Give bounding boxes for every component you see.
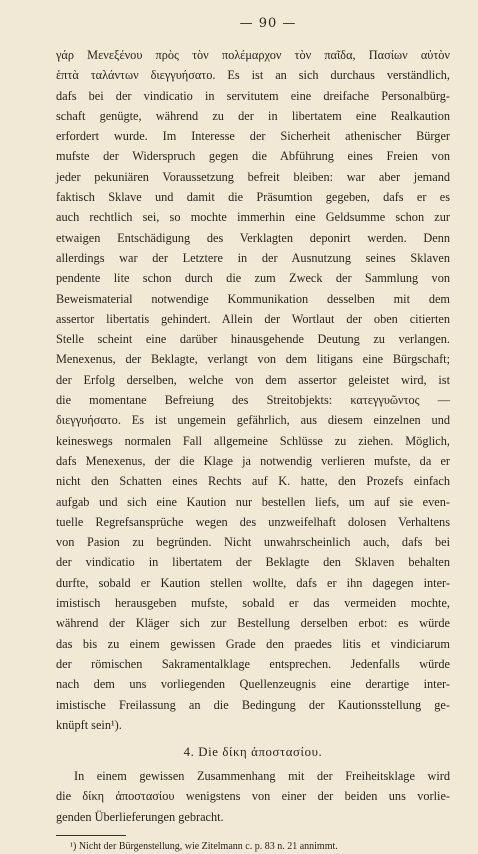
text-line: assertor libertatis gehindert. Allein der Wortlaut der oben citierten <box>56 311 450 326</box>
main-paragraph <box>56 45 450 735</box>
text-line: nach dem uns vorliegenden Quellenzeugnis eine derartige inter- <box>56 677 450 692</box>
text-line: pendente lite schon durch die zum Zweck der Sammlung von <box>56 271 450 286</box>
footnote: ¹) Nicht der Bürgenstellung, wie Zitelmann c. p. 83 n. 21 annimmt. <box>70 840 338 852</box>
text-line: allerdings war der Letztere in der Ausnutzung seines Sklaven <box>56 250 450 265</box>
text-line: nicht den Schatten eines Rechts auf K. hatte, den Prozefs einfach <box>56 474 450 489</box>
text-line: der römischen Sakramentalklage entsprechen. Jedenfalls würde <box>56 656 450 671</box>
text-line: διεγγυήσατο. Es ist ungemein gefährlich, aus diesem einzelnen und <box>56 413 450 428</box>
text-line: imistisch herausgeben mufste, sobald er das vermeiden mochte, <box>56 596 450 611</box>
second-paragraph <box>56 766 450 827</box>
text-line: Menexenus, der Beklagte, verlangt von dem litigans eine Bürgschaft; <box>56 352 450 367</box>
text-line: der Erfolg derselben, welche von dem assertor geleistet wird, ist <box>56 372 450 387</box>
text-line: imistische Freilassung an die Bedingung der Kautionsstellung ge- <box>56 697 450 712</box>
text-line: schaft genügte, während zu der in libertatem eine Realkaution <box>56 108 450 123</box>
text-line: während der Kläger sich zur Bestellung derselben erbot: es würde <box>56 616 450 631</box>
text-line: der vindicatio in libertatem der Beklagte den Sklaven behalten <box>56 555 450 570</box>
text-line: dafs bei der vindicatio in servitutem eine dreifache Personalbürg- <box>56 88 450 103</box>
text-line: keineswegs normalen Fall allgemeine Schlüsse zu ziehen. Möglich, <box>56 433 450 448</box>
text-line: mufste der Widerspruch gegen die Abführung eines Freien von <box>56 149 450 164</box>
text-line: erfordert wurde. Im Interesse der Sicherheit athenischer Bürger <box>56 129 450 144</box>
text-line: das bis zu einem gewissen Grade den praedes litis et vindiciarum <box>56 636 450 651</box>
text-line: In einem gewissen Zusammenhang mit der Freiheitsklage wird <box>74 769 450 784</box>
text-line: etwaigen Entschädigung des Verklagten deponirt werden. Denn <box>56 230 450 245</box>
text-line: die momentane Befreiung des Streitobjekts: κατεγγυῶντος — <box>56 393 450 408</box>
text-line: γάρ Μενεξένου πρὸς τὸν πολέμαρχον τὸν παῖδα, Πασίων αὐτὸν <box>56 48 450 62</box>
text-line: durfte, sobald er Kaution stellen wollte, dafs er ihn dagegen inter- <box>56 575 450 590</box>
text-line: die δίκη ἀποστασίου wenigstens von einer der beiden uns vorlie- <box>56 789 450 804</box>
text-line: Stelle scheint eine darüber hinausgehende Deutung zu verlangen. <box>56 332 450 347</box>
text-line: faktisch Sklave und damit die Präsumtion gegeben, dafs er es <box>56 190 450 205</box>
text-line: von Pasion zu begründen. Nicht unwahrscheinlich auch, dafs bei <box>56 535 450 550</box>
text-line: Beweismaterial notwendige Kommunikation desselben mit dem <box>56 291 450 306</box>
text-line: dafs Menexenus, der die Klage ja notwendig verlieren mufste, da er <box>56 453 450 468</box>
text-line: tuelle Regrefsansprüche wegen des unzweifelhaft dolosen Verhaltens <box>56 514 450 529</box>
text-line: knüpft sein¹). <box>56 717 122 732</box>
page-number: — 90 — <box>239 16 297 31</box>
text-line: ἑπτὰ ταλάντων διεγγυήσατο. Es ist an sich durchaus verständlich, <box>56 68 450 83</box>
text-line: genden Überlieferungen gebracht. <box>56 809 224 824</box>
text-line: auch rechtlich sei, so mochte immerhin eine Geldsumme schon zur <box>56 210 450 225</box>
section-heading: 4. Die δίκη ἀποστασίου. <box>183 745 323 760</box>
text-line: aufgab und sich eine Kaution nur bestellen liefs, um auf sie even- <box>56 494 450 509</box>
footnote-divider <box>56 835 126 836</box>
text-line: jeder pekuniären Voraussetzung befreit bleiben: war aber jemand <box>56 169 450 184</box>
